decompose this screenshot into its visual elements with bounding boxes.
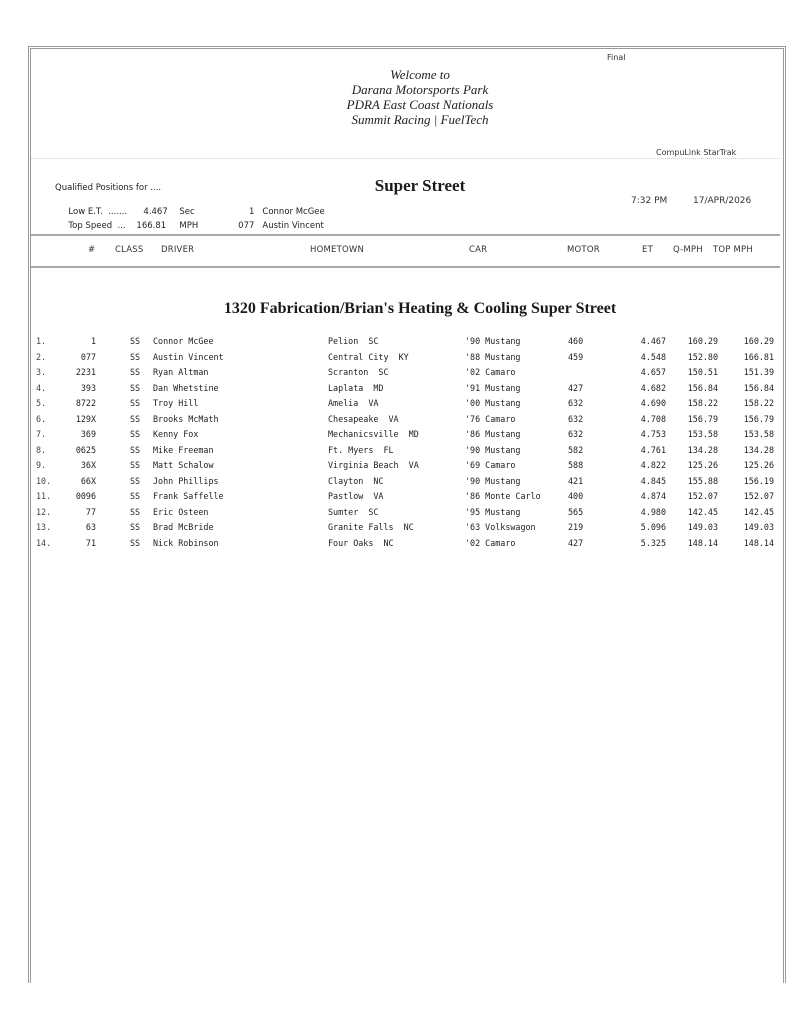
row-et: 4.845 [640,475,666,486]
row-car: '00 Mustang [465,398,521,408]
top-speed-car-number: 077 [238,221,255,231]
row-driver: Troy Hill [153,398,199,408]
row-hometown: Pelion SC [328,336,379,346]
row-position: 12. [36,506,52,517]
row-hometown: Mechanicsville MD [328,429,419,439]
row-car: '69 Camaro [465,460,516,470]
row-position: 5. [36,398,47,408]
event-sponsors: Summit Racing | FuelTech [351,112,489,127]
row-top-mph: 134.28 [743,444,774,455]
low-et-driver: Connor McGee [262,207,325,217]
row-car-number: 66X [80,475,96,486]
col-header-hometown: HOMETOWN [310,245,365,255]
row-motor: 588 [568,460,584,470]
row-qmph: 152.80 [687,351,718,362]
row-car-number: 63 [85,522,96,532]
top-speed-label: Top Speed ... [68,221,126,231]
row-driver: Kenny Fox [153,429,199,439]
row-position: 13. [36,522,52,532]
top-speed-driver: Austin Vincent [262,221,324,231]
row-hometown: Sumter SC [328,506,379,517]
row-car: '91 Mustang [465,382,521,393]
row-hometown: Ft. Myers FL [328,444,394,455]
row-car: '90 Mustang [465,444,521,455]
row-class: SS [130,537,141,548]
row-class: SS [130,444,141,455]
row-qmph: 152.07 [687,491,718,501]
row-class: SS [130,382,141,393]
row-qmph: 158.22 [687,398,718,408]
row-class: SS [130,522,141,532]
row-top-mph: 166.81 [743,351,774,362]
row-motor: 582 [568,444,584,455]
low-et-value: 4.467 [143,207,168,217]
row-hometown: Amelia VA [328,398,379,408]
row-position: 1. [36,336,47,346]
row-top-mph: 153.58 [743,429,774,439]
row-hometown: Scranton SC [328,367,389,377]
row-position: 11. [36,491,52,501]
row-driver: John Phillips [153,475,219,486]
low-et-car-number: 1 [248,207,255,217]
event-header [250,67,590,127]
table-row [0,336,807,352]
row-qmph: 153.58 [687,429,718,439]
vendor-label: CompuLink StarTrak [656,148,737,157]
row-top-mph: 158.22 [743,398,774,408]
row-car: '02 Camaro [465,537,516,548]
row-motor: 565 [568,506,584,517]
row-car: '86 Mustang [465,429,521,439]
col-header-number: # [88,245,96,255]
row-car: '88 Mustang [465,351,521,362]
row-position: 2. [36,351,47,362]
row-class: SS [130,398,141,408]
track-name: Darana Motorsports Park [351,82,489,97]
row-car-number: 077 [80,351,96,362]
row-hometown: Clayton NC [328,475,384,486]
row-qmph: 149.03 [687,522,718,532]
row-et: 4.467 [640,336,666,346]
row-top-mph: 160.29 [743,336,774,346]
table-row [0,429,807,445]
status-label: Final [607,53,626,62]
row-car-number: 36X [80,460,96,470]
row-qmph: 150.51 [687,367,718,377]
row-et: 4.874 [640,491,666,501]
row-qmph: 155.88 [687,475,718,486]
row-class: SS [130,413,141,424]
row-motor: 427 [568,382,584,393]
event-name: PDRA East Coast Nationals [346,97,494,112]
report-date: 17/APR/2026 [693,196,752,206]
table-row [0,476,807,492]
qualified-label: Qualified Positions for .... [55,183,162,193]
row-motor: 421 [568,475,584,486]
row-class: SS [130,336,141,346]
row-qmph: 156.84 [687,382,718,393]
col-header-top-mph: TOP MPH [713,245,753,255]
row-driver: Brad McBride [153,522,214,532]
row-car: '63 Volkswagon [465,522,536,532]
report-time: 7:32 PM [631,196,668,206]
col-header-class: CLASS [115,245,144,255]
row-car-number: 71 [85,537,96,548]
row-top-mph: 149.03 [743,522,774,532]
table-row [0,460,807,476]
row-et: 4.761 [640,444,666,455]
row-driver: Brooks McMath [153,413,219,424]
row-car-number: 0096 [75,491,96,501]
row-hometown: Laplata MD [328,382,384,393]
row-hometown: Four Oaks NC [328,537,394,548]
row-top-mph: 152.07 [743,491,774,501]
row-hometown: Granite Falls NC [328,522,414,532]
welcome-line: Welcome to [390,67,450,82]
table-row [0,445,807,461]
row-qmph: 134.28 [687,444,718,455]
row-car-number: 129X [75,413,96,424]
row-position: 8. [36,444,47,455]
row-hometown: Central City KY [328,351,409,362]
row-position: 3. [36,367,47,377]
row-driver: Ryan Altman [153,367,209,377]
table-row [0,383,807,399]
row-hometown: Virginia Beach VA [328,460,419,470]
row-et: 4.690 [640,398,666,408]
row-motor: 427 [568,537,584,548]
row-et: 4.657 [640,367,666,377]
row-class: SS [130,491,141,501]
row-motor: 459 [568,351,584,362]
row-et: 5.096 [640,522,666,532]
col-header-driver: DRIVER [161,245,195,255]
row-driver: Eric Osteen [153,506,209,517]
table-row [0,352,807,368]
row-car-number: 369 [80,429,96,439]
row-top-mph: 156.79 [743,413,774,424]
row-position: 14. [36,537,52,548]
row-class: SS [130,475,141,486]
row-position: 6. [36,413,47,424]
col-header-et: ET [642,245,653,255]
row-driver: Dan Whetstine [153,382,219,393]
row-driver: Matt Schalow [153,460,214,470]
row-driver: Austin Vincent [153,351,224,362]
row-car-number: 0625 [75,444,96,455]
row-driver: Nick Robinson [153,537,219,548]
row-top-mph: 151.39 [743,367,774,377]
row-car-number: 393 [80,382,96,393]
low-et-unit: Sec [179,207,195,217]
row-car: '02 Camaro [465,367,516,377]
row-motor: 460 [568,336,584,346]
row-top-mph: 125.26 [743,460,774,470]
table-row [0,491,807,507]
row-et: 4.822 [640,460,666,470]
row-et: 4.548 [640,351,666,362]
col-header-motor: MOTOR [567,245,600,255]
table-row [0,398,807,414]
col-header-car: CAR [469,245,488,255]
results-table [0,336,807,553]
row-car: '90 Mustang [465,475,521,486]
row-car: '76 Camaro [465,413,516,424]
row-et: 4.682 [640,382,666,393]
row-class: SS [130,367,141,377]
row-top-mph: 156.19 [743,475,774,486]
row-et: 5.325 [640,537,666,548]
row-driver: Mike Freeman [153,444,214,455]
row-hometown: Pastlow VA [328,491,384,501]
row-top-mph: 142.45 [743,506,774,517]
row-class: SS [130,351,141,362]
row-et: 4.708 [640,413,666,424]
row-qmph: 148.14 [687,537,718,548]
sponsor-title: 1320 Fabrication/Brian's Heating & Cooling Super Street [223,300,617,317]
row-motor: 632 [568,429,584,439]
row-position: 4. [36,382,47,393]
row-car: '86 Monte Carlo [465,491,541,501]
top-speed-value: 166.81 [136,221,167,231]
row-motor: 400 [568,491,584,501]
table-row [0,414,807,430]
class-title: Super Street [374,176,466,195]
row-position: 7. [36,429,47,439]
row-top-mph: 156.84 [743,382,774,393]
row-car: '95 Mustang [465,506,521,517]
row-motor: 632 [568,413,584,424]
divider [31,158,780,159]
row-class: SS [130,506,141,517]
table-row [0,522,807,538]
row-et: 4.753 [640,429,666,439]
row-qmph: 156.79 [687,413,718,424]
row-qmph: 142.45 [687,506,718,517]
row-driver: Connor McGee [153,336,214,346]
row-position: 10. [36,475,52,486]
row-car-number: 8722 [75,398,96,408]
top-speed-row [63,211,324,231]
col-header-qmph: Q-MPH [673,245,703,255]
table-row [0,538,807,554]
row-motor: 632 [568,398,584,408]
row-car-number: 2231 [75,367,96,377]
table-row [0,367,807,383]
row-driver: Frank Saffelle [153,491,224,501]
row-class: SS [130,429,141,439]
table-row [0,507,807,523]
row-car-number: 1 [90,336,96,346]
row-qmph: 160.29 [687,336,718,346]
row-et: 4.980 [640,506,666,517]
row-car: '90 Mustang [465,336,521,346]
low-et-label: Low E.T. ....... [68,207,128,217]
row-hometown: Chesapeake VA [328,413,399,424]
row-position: 9. [36,460,47,470]
row-qmph: 125.26 [687,460,718,470]
row-car-number: 77 [85,506,96,517]
row-class: SS [130,460,141,470]
row-motor: 219 [568,522,584,532]
top-speed-unit: MPH [179,221,199,231]
row-top-mph: 148.14 [743,537,774,548]
